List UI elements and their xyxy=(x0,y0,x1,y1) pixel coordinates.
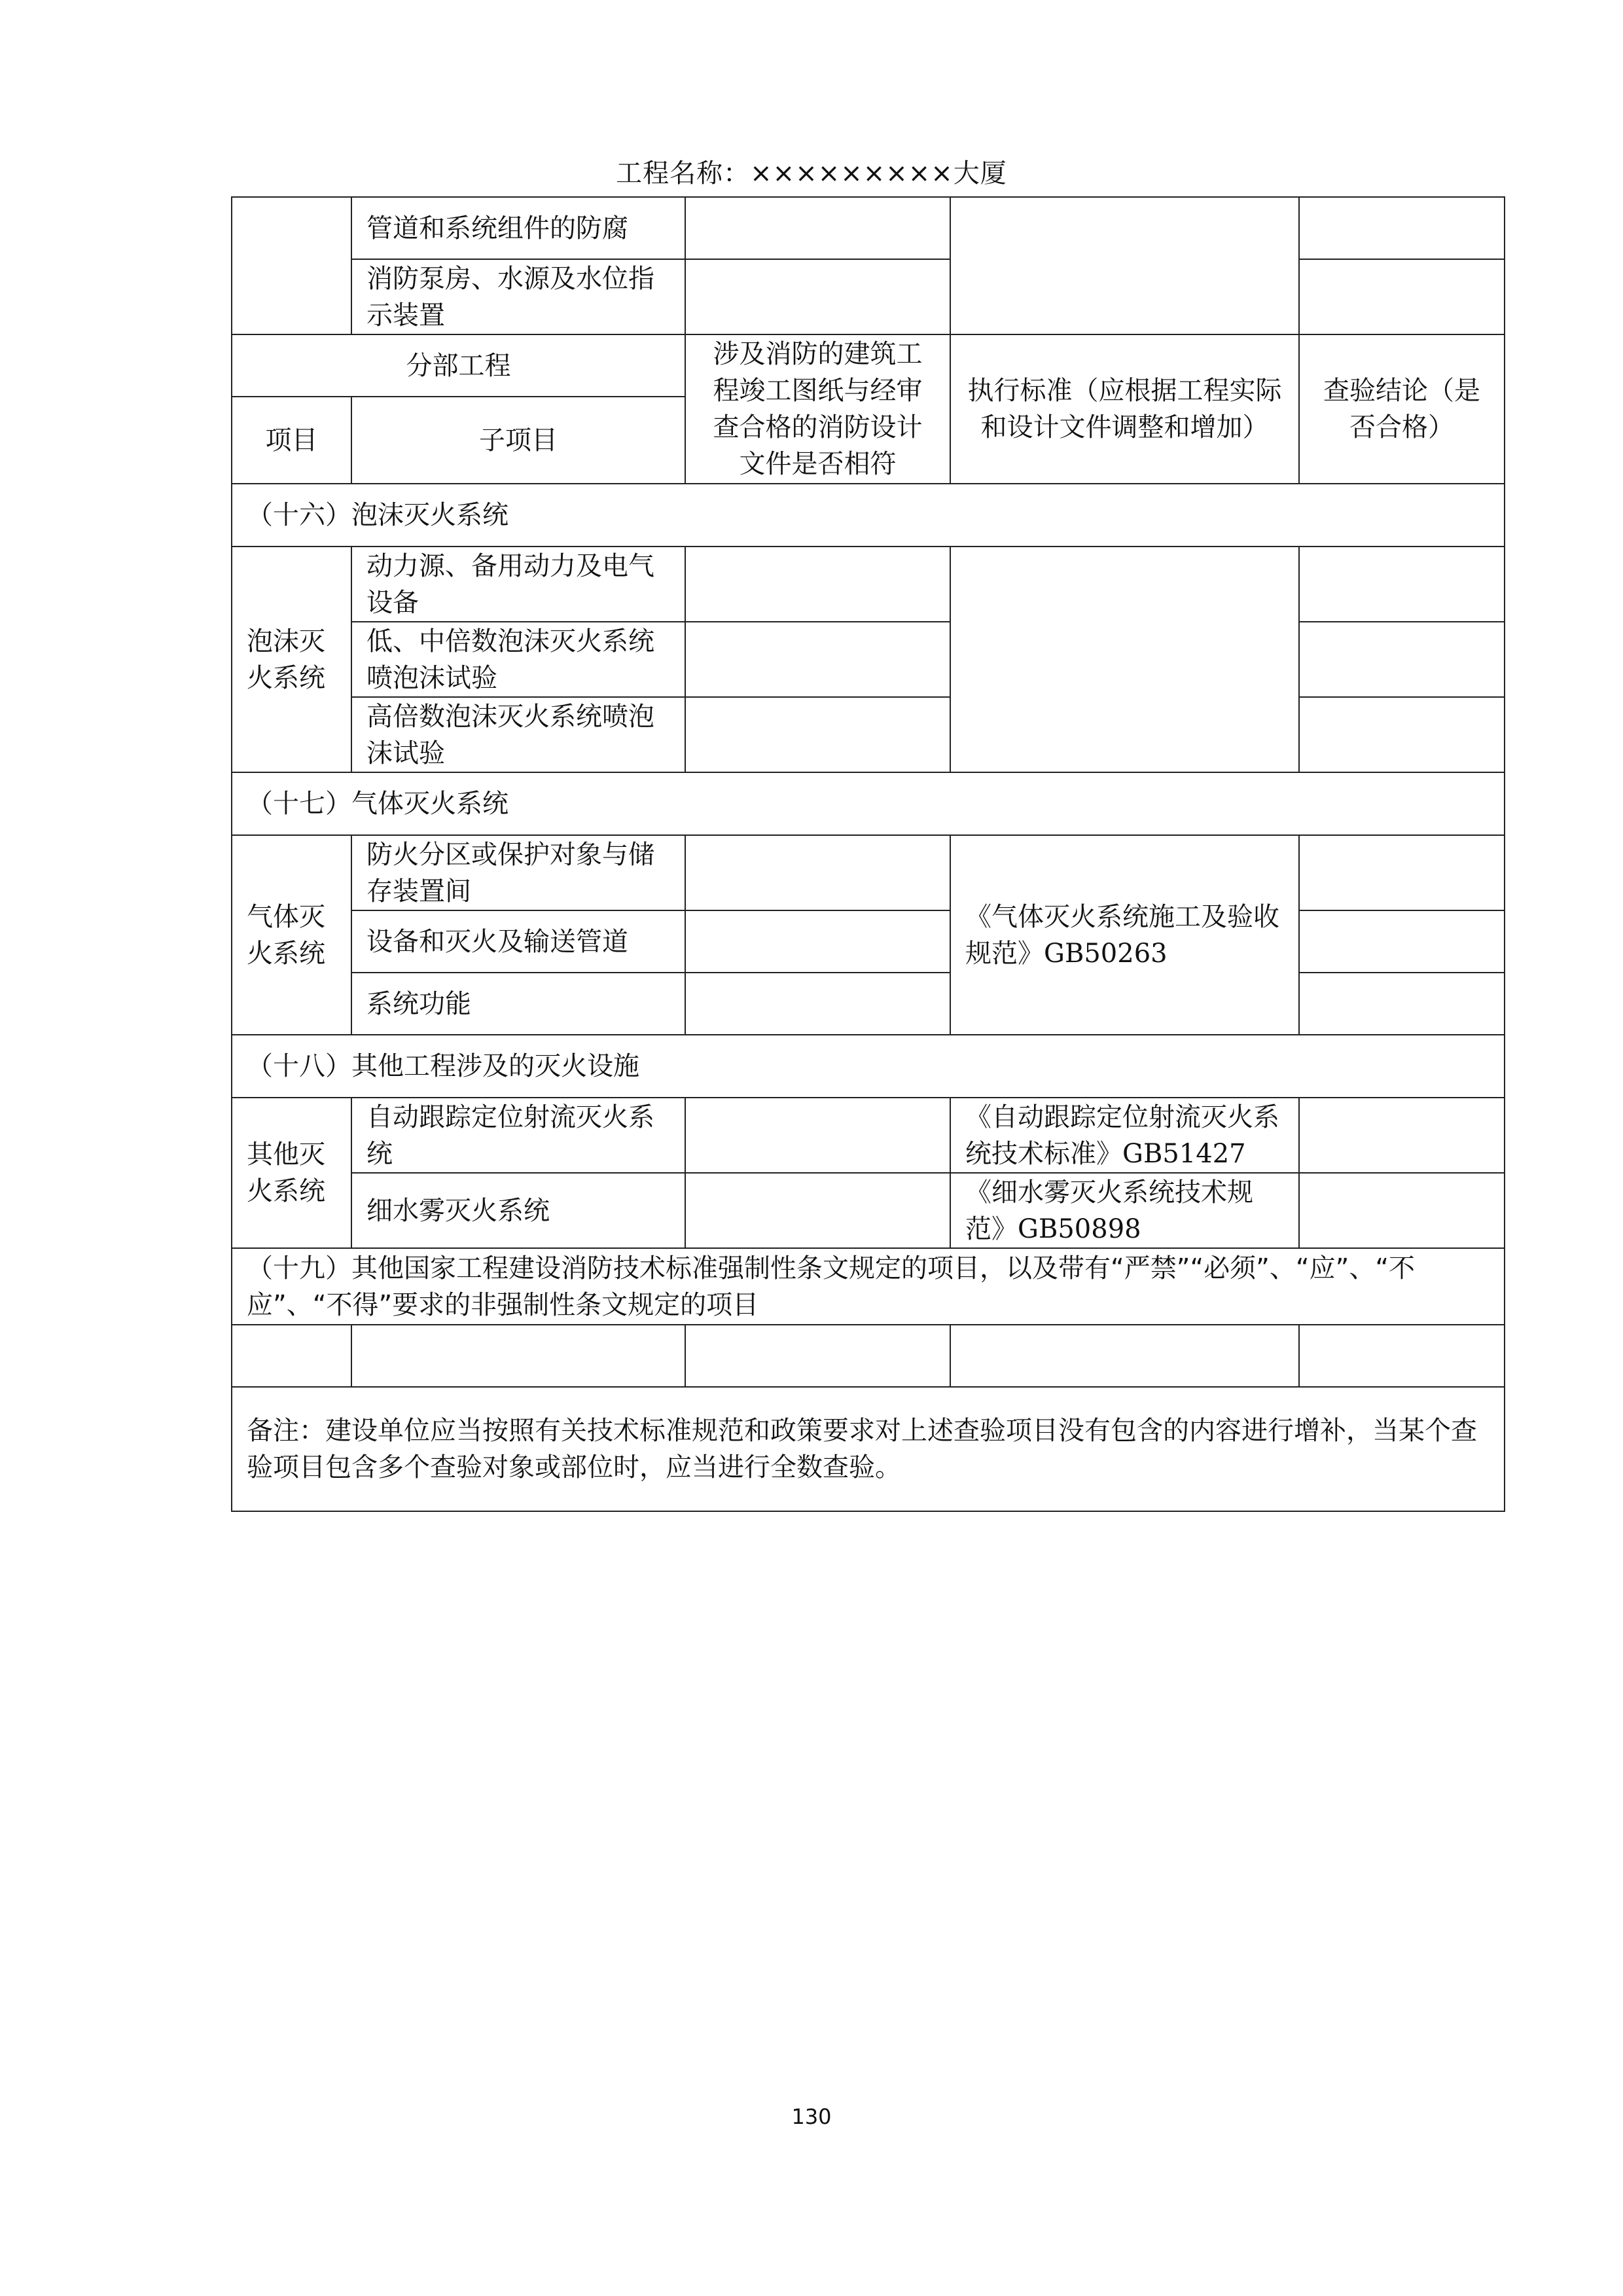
drawing-check-cell[interactable] xyxy=(685,1173,950,1248)
table-row xyxy=(232,1173,1505,1248)
section-title: （十八）其他工程涉及的灭火设施 xyxy=(232,1035,1505,1098)
drawing-check-header: 涉及消防的建筑工程竣工图纸与经审查合格的消防设计文件是否相符 xyxy=(685,334,950,484)
conclusion-cell[interactable] xyxy=(1299,973,1505,1035)
item-cell[interactable] xyxy=(232,1325,351,1387)
drawing-check-cell[interactable] xyxy=(685,1325,950,1387)
subitem-cell: 低、中倍数泡沫灭火系统喷泡沫试验 xyxy=(351,622,685,697)
conclusion-cell[interactable] xyxy=(1299,197,1505,259)
subitem-cell: 细水雾灭火系统 xyxy=(351,1173,685,1248)
item-cell: 其他灭火系统 xyxy=(232,1098,351,1248)
standard-cell: 《自动跟踪定位射流灭火系统技术标准》GB51427 xyxy=(950,1098,1299,1173)
standard-cell: 《气体灭火系统施工及验收规范》GB50263 xyxy=(950,835,1299,1035)
table-row xyxy=(232,1325,1505,1387)
section-title: （十九）其他国家工程建设消防技术标准强制性条文规定的项目，以及带有“严禁”“必须”、“应”、“不应”、“不得”要求的非强制性条文规定的项目 xyxy=(232,1248,1505,1325)
standard-header: 执行标准（应根据工程实际和设计文件调整和增加） xyxy=(950,334,1299,484)
conclusion-cell[interactable] xyxy=(1299,1173,1505,1248)
subitem-cell: 管道和系统组件的防腐 xyxy=(351,197,685,259)
section-row xyxy=(232,772,1505,835)
drawing-check-cell[interactable] xyxy=(685,197,950,259)
subitem-cell: 自动跟踪定位射流灭火系统 xyxy=(351,1098,685,1173)
table-row xyxy=(232,197,1505,259)
item-cell: 气体灭火系统 xyxy=(232,835,351,1035)
section-title: （十六）泡沫灭火系统 xyxy=(232,484,1505,547)
drawing-check-cell[interactable] xyxy=(685,697,950,772)
subitem-cell: 设备和灭火及输送管道 xyxy=(351,910,685,973)
page-number: 130 xyxy=(791,2104,832,2129)
conclusion-cell[interactable] xyxy=(1299,259,1505,334)
section-row xyxy=(232,484,1505,547)
section-row xyxy=(232,1248,1505,1325)
drawing-check-cell[interactable] xyxy=(685,547,950,622)
conclusion-cell[interactable] xyxy=(1299,697,1505,772)
page-title: 工程名称：×××××××××大厦 xyxy=(616,158,1007,188)
note-row xyxy=(232,1387,1505,1511)
subitem-cell: 系统功能 xyxy=(351,973,685,1035)
subitem-header: 子项目 xyxy=(351,397,685,484)
note-text: 备注：建设单位应当按照有关技术标准规范和政策要求对上述查验项目没有包含的内容进行增补，当某个查验项目包含多个查验对象或部位时，应当进行全数查验。 xyxy=(232,1387,1505,1511)
conclusion-cell[interactable] xyxy=(1299,547,1505,622)
conclusion-cell[interactable] xyxy=(1299,910,1505,973)
item-header: 项目 xyxy=(232,397,351,484)
table-row xyxy=(232,259,1505,334)
inspection-table xyxy=(231,196,1505,1512)
table-row xyxy=(232,547,1505,622)
table-row xyxy=(232,835,1505,910)
subitem-cell: 防火分区或保护对象与储存装置间 xyxy=(351,835,685,910)
drawing-check-cell[interactable] xyxy=(685,835,950,910)
subitem-cell: 高倍数泡沫灭火系统喷泡沫试验 xyxy=(351,697,685,772)
section-row xyxy=(232,1035,1505,1098)
header-row xyxy=(232,334,1505,397)
subitem-cell: 消防泵房、水源及水位指示装置 xyxy=(351,259,685,334)
table-row xyxy=(232,622,1505,697)
division-header: 分部工程 xyxy=(232,334,685,397)
table-row xyxy=(232,973,1505,1035)
conclusion-cell[interactable] xyxy=(1299,1098,1505,1173)
conclusion-cell[interactable] xyxy=(1299,622,1505,697)
drawing-check-cell[interactable] xyxy=(685,259,950,334)
standard-cell: 《细水雾灭火系统技术规范》GB50898 xyxy=(950,1173,1299,1248)
drawing-check-cell[interactable] xyxy=(685,1098,950,1173)
item-cell: 泡沫灭火系统 xyxy=(232,547,351,772)
conclusion-cell[interactable] xyxy=(1299,1325,1505,1387)
subitem-cell: 动力源、备用动力及电气设备 xyxy=(351,547,685,622)
table-row xyxy=(232,697,1505,772)
drawing-check-cell[interactable] xyxy=(685,910,950,973)
standard-cell xyxy=(950,547,1299,772)
item-cell xyxy=(232,197,351,334)
subitem-cell[interactable] xyxy=(351,1325,685,1387)
conclusion-cell[interactable] xyxy=(1299,835,1505,910)
standard-cell[interactable] xyxy=(950,1325,1299,1387)
table-row xyxy=(232,910,1505,973)
drawing-check-cell[interactable] xyxy=(685,622,950,697)
drawing-check-cell[interactable] xyxy=(685,973,950,1035)
table-row xyxy=(232,1098,1505,1173)
standard-cell xyxy=(950,197,1299,334)
section-title: （十七）气体灭火系统 xyxy=(232,772,1505,835)
conclusion-header: 查验结论（是否合格） xyxy=(1299,334,1505,484)
